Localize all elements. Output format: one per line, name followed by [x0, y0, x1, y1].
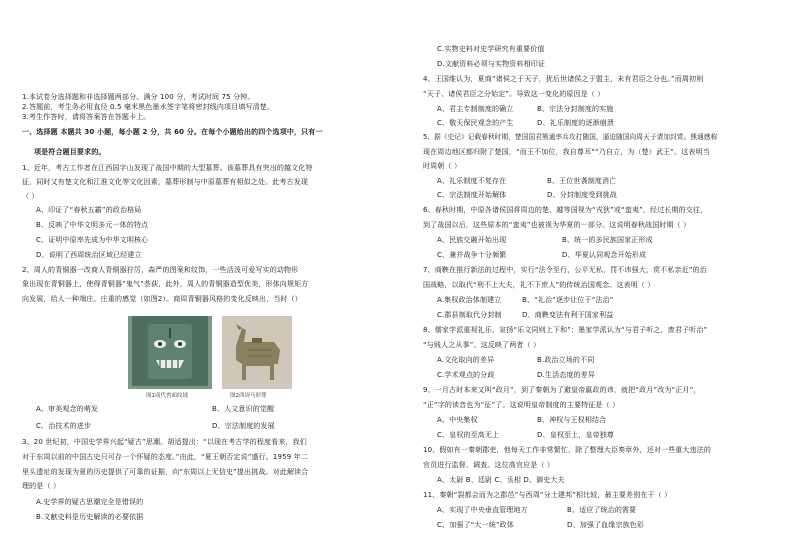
q2-stem-1: 2、周人的青铜器一改商人青铜器狞厉、森严的图案和纹饰，一些活泼可爱写实的动物形 — [22, 266, 299, 274]
q7-stem-2: 国战略，以取代“刑不上大夫，礼不下庶人”的传统治国观念。这表明（ ） — [423, 281, 655, 289]
q9-option-b: B、神权与王权相结合 — [537, 416, 607, 424]
q4-stem-1: 4、王国维认为，夏商“诸侯之于天子，犹后世诸侯之于盟主，未有君臣之分也。”而周初则 — [423, 75, 704, 83]
q5-stem-1: 5、据《史记》记载春秋时期，楚国国君熊通率兵攻打随国，逼迫随国向周天子请加封赏。熊通感称 — [423, 133, 718, 141]
figure-1-caption: 图1商代兽面纹钺 — [146, 393, 188, 399]
q6-option-c: C、兼并战争十分频繁 — [437, 251, 507, 259]
q2-stem-3: 向发展，给人一种端庄、庄重的感觉（如图2）。商周青铜器风格的变化反映出，当时（） — [22, 295, 302, 303]
q3-option-a: A.史学界的疑古思潮完全是错误的 — [36, 498, 144, 506]
q8-option-a: A.文化取向的差异 — [437, 356, 495, 364]
q9-stem-2: “正”字的读音也为“征”了。这说明皇帝制度的主要特征是（ ） — [423, 401, 620, 409]
q6-option-b: B、统一的多民族国家正形成 — [562, 236, 653, 244]
q8-option-d: D.生活态度的差异 — [537, 371, 595, 379]
q4-stem-2: “天子、诸侯君臣之分始定”。导致这一变化的原因是（ ） — [423, 90, 605, 98]
q8-option-c: C.学术观点的分歧 — [437, 371, 495, 379]
q3-option-d: D.文献资料必须与实物资料相印证 — [437, 60, 546, 68]
q9-option-a: A、中央集权 — [437, 416, 478, 424]
q5-stem-2: 现在周边地区都归附了楚国，“而王不加位，我自尊耳”“乃自立，为（楚）武王”。这表明当 — [423, 148, 710, 156]
q9-option-d: D、皇权至上，皇帝独尊 — [537, 431, 615, 439]
q8-stem-1: 8、儒家学派重视礼乐，宣扬“乐文同则上下和”；墨家学派认为“与君子听之，废君子听治” — [423, 326, 708, 334]
figure-2-horse-zun — [222, 316, 292, 389]
q5-option-b: B、王位世袭制度消亡 — [547, 177, 617, 185]
q2-option-d: D、宗法制度的发展 — [212, 422, 275, 430]
q8-option-b: B.政治立场的不同 — [537, 356, 595, 364]
q5-stem-3: 时周朝（ ） — [423, 162, 462, 170]
q4-option-d: D、礼乐制度的逐渐崩溃 — [537, 119, 615, 127]
q1-blank: （ ） — [22, 192, 39, 200]
figure-1-bronze-yue — [128, 316, 212, 389]
q2-option-a: A、审美观念的萌发 — [36, 405, 99, 413]
q3-stem-4: 理的是（ ） — [22, 482, 61, 490]
q4-option-b: B、宗法分封制度的实施 — [537, 105, 614, 113]
q5-option-d: D、分封制度受到挑战 — [547, 191, 617, 199]
q9-stem-1: 9、一月古时本来又叫“政月”，到了秦朝为了避皇帝嬴政的讳，就把“政月”改为“正月”， — [423, 386, 701, 394]
q7-option-c: C.郡县制取代分封制 — [437, 311, 502, 319]
instruction-2: 2.答题前，考生务必用直径 0.5 毫米黑色墨水签字笔将密封线内项目填写清楚。 — [22, 103, 275, 111]
q10-options: A、太尉 B、廷尉 C、丞相 D、御史大夫 — [437, 476, 565, 484]
q3-stem-3: 里头遗址的发现为夏的历史提供了可靠的证据，向“东周以上无信史”提出挑战。对此解读合 — [22, 468, 309, 476]
q7-option-a: A.集权政治体制建立 — [437, 296, 502, 304]
q1-stem-1: 1、近年，考古工作者在江西国字山发现了战国中期的大型墓葬。该墓葬具有突出的越文化特 — [22, 164, 313, 172]
q3-option-c: C.实物史料对史学研究有重要价值 — [437, 45, 545, 53]
q3-option-b: B.文献史料是历史解读的必要依据 — [36, 513, 144, 521]
instruction-3: 3.考生作答时，请将答案答在答题卡上。 — [22, 113, 151, 121]
q3-stem-2: 对于东周以前的中国古史只可存一个怀疑的态度。”由此，“夏王朝否定说”盛行。1959 年二 — [22, 453, 309, 461]
q4-option-a: A、君主专制制度的确立 — [437, 105, 514, 113]
q3-stem-1: 3、20 世纪初，中国史学界兴起“疑古”思潮。胡适提出：“以现在考古学的程度看来，我们 — [22, 438, 307, 446]
q1-option-c: C、证明中原率先成为中华文明核心 — [36, 236, 149, 244]
instruction-1: 1.本试卷分选择题和非选择题两部分。满分 100 分，考试时间 75 分钟。 — [22, 93, 255, 101]
q1-option-b: B、反映了中华文明多元一体的特点 — [36, 221, 149, 229]
right-column — [397, 0, 794, 560]
figure-2-caption: 图2西周马形尊 — [230, 393, 267, 399]
q2-option-b: B、人文意识的觉醒 — [212, 405, 275, 413]
q7-stem-1: 7、商鞅在推行新法的过程中，实行“法令至行，公平无私，罚不讳强大，赏不私亲近”的治 — [423, 266, 707, 274]
q6-stem-1: 6、春秋时期，中原各诸侯国将周边的楚、越等国视为“戎狄”或“蛮夷”，经过长期的交往， — [423, 206, 708, 214]
q2-stem-2: 象出现在青铜器上，使得青铜器“鬼气”荟荻，此外，周人的青铜器造型优美，形体向规矩方 — [22, 280, 309, 288]
q7-option-d: D、商鞅变法有利于国家利益 — [522, 311, 614, 319]
q6-option-a: A、民族交融开始出现 — [437, 236, 507, 244]
q4-option-c: C、敬天保民观念的产生 — [437, 119, 514, 127]
q7-option-b: B、“礼治”逐步让位于“法治” — [522, 296, 614, 304]
q8-stem-2: “与贱人之从事”。这反映了两者（ ） — [423, 341, 541, 349]
q11-stem-1: 11、秦朝“裂都会而为之郡邑”与西周“分土建邦”相比较，最主要差别在于（ ） — [423, 491, 672, 499]
q6-stem-2: 到了战国以后，这些原本的“蛮夷”也被视为华夏的一部分。这说明春秋战国时期（ ） — [423, 221, 691, 229]
q9-option-c: C、皇权的至高无上 — [437, 431, 500, 439]
q1-option-a: A、印证了“春秋五霸”的政治格局 — [36, 206, 142, 214]
q5-option-a: A、礼乐制度不复存在 — [437, 177, 507, 185]
q2-option-c: C、治技术的进步 — [36, 422, 92, 430]
section-heading-cont: 项是符合题目要求的。 — [34, 148, 106, 156]
q11-option-d: D、加强了血缘宗族色彩 — [567, 521, 645, 529]
q11-option-b: B、适应了统治的需要 — [567, 506, 637, 514]
q5-option-c: C、宗法制度开始解体 — [437, 191, 507, 199]
section-heading: 一、选择题 本题共 30 小题，每小题 2 分，共 60 分。在每个小题给出的四个选项中，只有一 — [22, 128, 323, 136]
q1-option-d: D、说明了西周统治区域已经建立 — [36, 251, 142, 259]
q10-stem-1: 10、假如有一秦朝郡吏，他每天工作非常繁忙，除了整理大臣奏章外，还对一些重大违法的 — [423, 446, 712, 454]
q11-option-a: A、实现了中央垂直管理地方 — [437, 506, 528, 514]
q6-option-d: D、华夏认同观念开始形成 — [562, 251, 647, 259]
q10-stem-2: 官员进行监督、调查。这位高官应是（ ） — [423, 461, 555, 469]
q11-option-c: C、加强了“大一统”政体 — [437, 521, 514, 529]
q1-stem-2: 征，同时又有楚文化和江淮文化等文化因素，墓葬形制与中原墓葬有相似之处。此考古发现 — [22, 178, 308, 186]
